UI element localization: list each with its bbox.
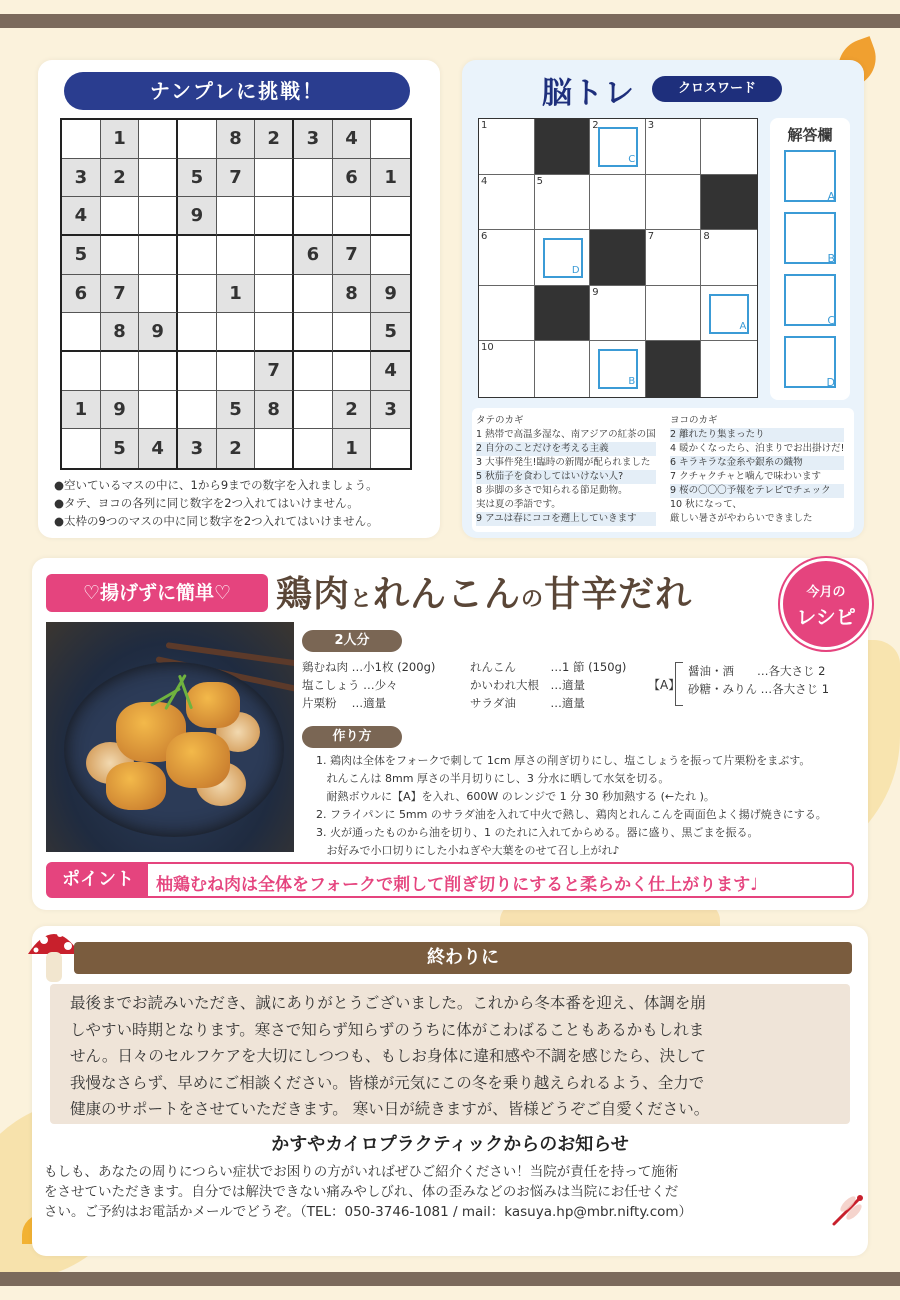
crossword-clue-number: 2 — [592, 120, 599, 131]
closing-line: 我慢なさらず、早めにご相談ください。皆様が元気にこの冬を乗り越えられるよう、全力で — [70, 1073, 705, 1092]
answer-letter: B — [827, 252, 835, 265]
ingredient-item: 片栗粉 …適量 — [302, 696, 387, 710]
sudoku-cell[interactable] — [255, 159, 294, 198]
sudoku-cell: 4 — [139, 429, 178, 468]
sudoku-cell[interactable] — [101, 197, 140, 236]
point-label: ポイント — [48, 864, 148, 896]
clue-line: 実は夏の季語です。 — [476, 499, 561, 510]
answer-panel — [770, 118, 850, 400]
sudoku-cell: 7 — [255, 352, 294, 391]
sudoku-cell[interactable] — [178, 391, 217, 430]
sudoku-cell: 5 — [217, 391, 256, 430]
sudoku-cell[interactable] — [294, 429, 333, 468]
sudoku-cell: 2 — [101, 159, 140, 198]
sudoku-cell: 9 — [139, 313, 178, 352]
sudoku-cell[interactable] — [178, 120, 217, 159]
crossword-cell[interactable] — [646, 175, 702, 231]
crossword-clue-number: 3 — [647, 120, 655, 131]
sudoku-cell[interactable] — [62, 429, 101, 468]
crossword-cell[interactable] — [479, 230, 535, 286]
sudoku-cell[interactable] — [62, 313, 101, 352]
notice-line: さい。ご予約はお電話かメールでどうぞ。（TEL：050-3746-1081 / mail：kasuya.hp@mbr.nifty.com） — [44, 1204, 693, 1220]
sudoku-cell: 5 — [371, 313, 410, 352]
point-text: 柚鶏むね肉は全体をフォークで刺して削ぎ切りにすると柔らかく仕上がります♩ — [156, 875, 759, 895]
sudoku-cell[interactable] — [139, 236, 178, 275]
sudoku-grid — [60, 118, 412, 470]
sudoku-cell[interactable] — [333, 352, 372, 391]
method-step: 2. フライパンに 5mm のサラダ油を入れて中火で熱し、鶏肉とれんこんを両面色よく揚げ焼きにする。 — [316, 808, 827, 821]
sauce-item: 醤油・酒 …各大さじ 2 — [688, 664, 826, 678]
closing-header: 終わりに — [74, 942, 852, 974]
crossword-black-cell — [535, 119, 591, 175]
crossword-clue-number: 10 — [481, 342, 494, 354]
sudoku-cell: 5 — [101, 429, 140, 468]
recipe-title-part: 鶏肉 — [276, 574, 351, 615]
sudoku-cell: 9 — [101, 391, 140, 430]
crossword-cell[interactable] — [535, 230, 591, 286]
sudoku-rule: ●太枠の9つのマスの中に同じ数字を2つ入れてはいけません。 — [54, 514, 379, 528]
sudoku-cell[interactable] — [217, 352, 256, 391]
sudoku-cell: 5 — [178, 159, 217, 198]
crossword-clue-number: 9 — [592, 286, 599, 298]
sudoku-cell: 3 — [294, 120, 333, 159]
serves-label: 2人分 — [302, 630, 402, 652]
sudoku-cell[interactable] — [139, 120, 178, 159]
sudoku-cell[interactable] — [294, 275, 333, 314]
sudoku-cell: 2 — [255, 120, 294, 159]
closing-line: 最後までお読みいただき、誠にありがとうございました。これから冬本番を迎え、体調を崩 — [70, 994, 706, 1012]
method-steps — [316, 752, 827, 860]
answer-letter: D — [826, 376, 835, 389]
crossword-clue-number: 8 — [703, 231, 710, 243]
sudoku-cell: 3 — [178, 429, 217, 468]
ingredient-item: かいわれ大根 …適量 — [470, 678, 585, 692]
sudoku-cell[interactable] — [178, 236, 217, 275]
yoko-clues — [670, 412, 844, 526]
sudoku-cell: 1 — [101, 120, 140, 159]
chicken-shape — [166, 732, 230, 788]
method-label: 作り方 — [302, 726, 402, 748]
sudoku-panel — [38, 60, 440, 538]
sudoku-cell[interactable] — [255, 313, 294, 352]
clue-line: 1 熱帯で高温多湿な、南アジアの紅茶の国 — [476, 429, 656, 440]
crossword-answer-letter: A — [739, 320, 747, 332]
tate-clues — [476, 412, 656, 526]
crossword-answer-letter: B — [628, 376, 636, 388]
sudoku-cell[interactable] — [139, 197, 178, 236]
crossword-clues — [472, 408, 854, 532]
clue-line: 10 秋になって、 — [670, 499, 742, 510]
notice-line: をさせていただきます。自分では解決できない痛みやしびれ、体の歪みなどのお悩みは当院にお任せくだ — [44, 1184, 679, 1200]
sudoku-cell: 1 — [333, 429, 372, 468]
method-step: 耐熱ボウルに【A】を入れ、600W のレンジで 1 分 30 秒加熱する (←たれ )。 — [316, 790, 715, 803]
crossword-black-cell — [590, 230, 646, 286]
sudoku-cell[interactable] — [217, 313, 256, 352]
notice-title: かすやカイロプラクティックからのお知らせ — [271, 1134, 629, 1155]
tate-heading: タテのカギ — [476, 415, 524, 426]
crossword-cell[interactable] — [479, 286, 535, 342]
sauce-item: 砂糖・みりん …各大さじ 1 — [688, 682, 830, 696]
ingredient-item: サラダ油 …適量 — [470, 696, 585, 710]
clue-line: 6 キラキラな金糸や銀糸の織物 — [670, 456, 844, 470]
crossword-answer-box — [709, 294, 749, 334]
sudoku-cell[interactable] — [294, 313, 333, 352]
clue-line: 3 大事件発生!臨時の新聞が配られました — [476, 457, 651, 468]
crossword-panel — [462, 60, 864, 538]
closing-panel — [32, 926, 868, 1256]
crossword-cell[interactable] — [479, 341, 535, 397]
sudoku-cell[interactable] — [294, 197, 333, 236]
crossword-clue-number: 6 — [481, 231, 488, 243]
sudoku-rule: ●タテ、ヨコの各列に同じ数字を2つ入れてはいけません。 — [54, 496, 359, 510]
point-bar — [46, 862, 854, 898]
crossword-cell[interactable] — [590, 286, 646, 342]
sudoku-cell: 8 — [333, 275, 372, 314]
food-photo — [46, 622, 294, 852]
sudoku-cell[interactable] — [178, 313, 217, 352]
sudoku-cell[interactable] — [178, 352, 217, 391]
ingredient-item: れんこん …1 節 (150g) — [470, 660, 627, 674]
sudoku-cell[interactable] — [217, 197, 256, 236]
crossword-answer-box — [598, 127, 638, 167]
sudoku-cell: 8 — [255, 391, 294, 430]
crossword-cell[interactable] — [479, 119, 535, 175]
method-step: れんこんは 8mm 厚さの半月切りにし、3 分水に晒して水気を切る。 — [316, 772, 670, 785]
closing-body — [50, 984, 850, 1124]
crossword-answer-box — [543, 238, 583, 278]
sudoku-cell[interactable] — [139, 159, 178, 198]
sudoku-cell: 4 — [371, 352, 410, 391]
sudoku-cell[interactable] — [178, 275, 217, 314]
sauce-bracket — [675, 662, 683, 706]
crossword-cell[interactable] — [646, 119, 702, 175]
sudoku-cell: 4 — [62, 197, 101, 236]
crossword-answer-letter: D — [571, 265, 580, 277]
chicken-shape — [106, 762, 166, 810]
sudoku-cell: 7 — [217, 159, 256, 198]
crossword-cell[interactable] — [701, 341, 757, 397]
sauce-label: 【A】 — [648, 678, 681, 692]
answer-letter: A — [827, 190, 835, 203]
crossword-black-cell — [535, 286, 591, 342]
answer-box-a[interactable] — [784, 150, 836, 202]
recipe-panel — [32, 558, 868, 910]
sudoku-cell[interactable] — [333, 197, 372, 236]
sudoku-cell[interactable] — [294, 159, 333, 198]
sudoku-cell[interactable] — [101, 236, 140, 275]
sudoku-cell[interactable] — [139, 275, 178, 314]
answer-letter: C — [827, 314, 835, 327]
crossword-cell[interactable] — [701, 286, 757, 342]
answer-title: 解答欄 — [787, 126, 833, 144]
chicken-shape — [186, 682, 240, 728]
sudoku-title: ナンプレに挑戦！ — [64, 72, 410, 110]
sudoku-rule: ●空いているマスの中に、1から9までの数字を入れましょう。 — [54, 478, 378, 492]
sudoku-cell: 8 — [217, 120, 256, 159]
crossword-badge: クロスワード — [652, 76, 782, 102]
sudoku-cell[interactable] — [371, 429, 410, 468]
sudoku-cell[interactable] — [255, 275, 294, 314]
recipe-title-part: の — [521, 587, 545, 612]
ingredient-item: 鶏むね肉 …小1枚 (200g) — [302, 660, 436, 674]
sudoku-cell: 8 — [101, 313, 140, 352]
sudoku-cell: 1 — [217, 275, 256, 314]
crossword-cell[interactable] — [590, 341, 646, 397]
badge-line: 今月の — [806, 585, 846, 600]
yoko-heading: ヨコのカギ — [670, 415, 718, 426]
crossword-cell[interactable] — [646, 230, 702, 286]
sudoku-cell: 7 — [101, 275, 140, 314]
sudoku-cell[interactable] — [255, 429, 294, 468]
crossword-clue-number: 1 — [481, 120, 488, 131]
sudoku-cell[interactable] — [62, 120, 101, 159]
clue-line: 4 暖かくなったら、泊まりでお出掛けだ! — [670, 443, 845, 454]
sudoku-cell: 2 — [333, 391, 372, 430]
method-step: 1. 鶏肉は全体をフォークで刺して 1cm 厚さの削ぎ切りにし、塩こしょうを振って片栗粉をまぶす。 — [316, 754, 811, 767]
sudoku-cell: 7 — [333, 236, 372, 275]
answer-box-d[interactable] — [784, 336, 836, 388]
badge-line: レシピ — [796, 605, 856, 629]
crossword-title: 脳トレ — [542, 76, 635, 111]
closing-line: しやすい時期となります。寒さで知らず知らずのうちに体がこわばることもあるかもしれま — [70, 1020, 705, 1039]
crossword-cell[interactable] — [590, 175, 646, 231]
sudoku-cell: 9 — [371, 275, 410, 314]
top-border-bar — [0, 14, 900, 28]
recipe-title-part: と — [350, 587, 374, 612]
crossword-cell[interactable] — [701, 230, 757, 286]
sudoku-cell: 5 — [62, 236, 101, 275]
answer-box-c[interactable] — [784, 274, 836, 326]
sudoku-cell: 2 — [217, 429, 256, 468]
crossword-clue-number: 4 — [481, 175, 488, 187]
crossword-cell[interactable] — [535, 341, 591, 397]
sudoku-cell[interactable] — [371, 197, 410, 236]
answer-box-b[interactable] — [784, 212, 836, 264]
closing-line: せん。日々のセルフケアを大切にしつつも、もしお身体に違和感や不調を感じたら、決して — [70, 1047, 706, 1065]
monthly-recipe-badge — [780, 558, 872, 650]
sudoku-cell: 6 — [294, 236, 333, 275]
clue-line: 5 秋茄子を食わしてはいけない人? — [476, 470, 656, 484]
notice-line: もしも、あなたの周りにつらい症状でお困りの方がいればぜひご紹介ください！当院が責任を持って施術 — [44, 1164, 679, 1180]
sudoku-cell: 1 — [62, 391, 101, 430]
sudoku-cell: 4 — [333, 120, 372, 159]
sudoku-cell[interactable] — [333, 313, 372, 352]
recipe-tag: ♡揚げずに簡単♡ — [46, 574, 268, 612]
crossword-black-cell — [646, 341, 702, 397]
clue-line: 7 クチャクチャと噛んで味わいます — [670, 471, 821, 482]
sudoku-cell: 6 — [333, 159, 372, 198]
sudoku-cell[interactable] — [294, 391, 333, 430]
sudoku-cell[interactable] — [217, 236, 256, 275]
sudoku-cell[interactable] — [101, 352, 140, 391]
method-step: お好みで小口切りにした小ねぎや大葉をのせて召し上がれ♪ — [316, 844, 620, 857]
sudoku-cell: 3 — [371, 391, 410, 430]
crossword-answer-box — [598, 349, 638, 389]
sudoku-cell[interactable] — [255, 197, 294, 236]
sudoku-cell[interactable] — [255, 236, 294, 275]
closing-line: 健康のサポートをさせていただきます。 寒い日が続きますが、皆様どうぞご自愛ください。 — [70, 1100, 710, 1118]
sudoku-cell: 9 — [178, 197, 217, 236]
crossword-cell[interactable] — [590, 119, 646, 175]
crossword-cell[interactable] — [701, 119, 757, 175]
notice-body — [44, 1162, 844, 1222]
dragonfly-icon — [828, 1190, 868, 1230]
clue-line: 2 自分のことだけを考える主義 — [476, 442, 656, 456]
sudoku-cell[interactable] — [371, 120, 410, 159]
clue-line: 厳しい暑さがやわらいできました — [670, 513, 813, 524]
sudoku-cell[interactable] — [139, 391, 178, 430]
crossword-cell[interactable] — [646, 286, 702, 342]
sudoku-cell[interactable] — [62, 352, 101, 391]
crossword-clue-number: 7 — [647, 231, 655, 243]
clue-line: 8 歩脚の多さで知られる節足動物。 — [476, 485, 628, 496]
sudoku-cell: 1 — [371, 159, 410, 198]
ingredient-item: 塩こしょう …少々 — [302, 678, 398, 692]
sudoku-cell: 6 — [62, 275, 101, 314]
crossword-cell[interactable] — [479, 175, 535, 231]
recipe-title-part: れんこん — [373, 574, 522, 615]
sudoku-cell: 3 — [62, 159, 101, 198]
recipe-title — [276, 566, 692, 617]
sudoku-cell[interactable] — [294, 352, 333, 391]
crossword-black-cell — [701, 175, 757, 231]
sudoku-cell[interactable] — [139, 352, 178, 391]
crossword-grid — [478, 118, 758, 398]
clue-line: 2 離れたり集まったり — [670, 428, 844, 442]
crossword-answer-letter: C — [628, 154, 636, 165]
sudoku-rules — [54, 476, 378, 530]
crossword-cell[interactable] — [535, 175, 591, 231]
clue-line: 9 アユは春にココを遡上していきます — [476, 512, 656, 526]
recipe-title-part: 甘辛だれ — [544, 574, 693, 615]
bottom-border-bar — [0, 1272, 900, 1286]
sauce-list — [688, 662, 829, 698]
clue-line: 9 桜の〇〇〇予報をテレビでチェック — [670, 484, 844, 498]
method-step: 3. 火が通ったものから油を切り、1 のたれに入れてからめる。器に盛り、黒ごまを振る。 — [316, 826, 759, 839]
sudoku-cell[interactable] — [371, 236, 410, 275]
crossword-clue-number: 5 — [536, 175, 543, 187]
